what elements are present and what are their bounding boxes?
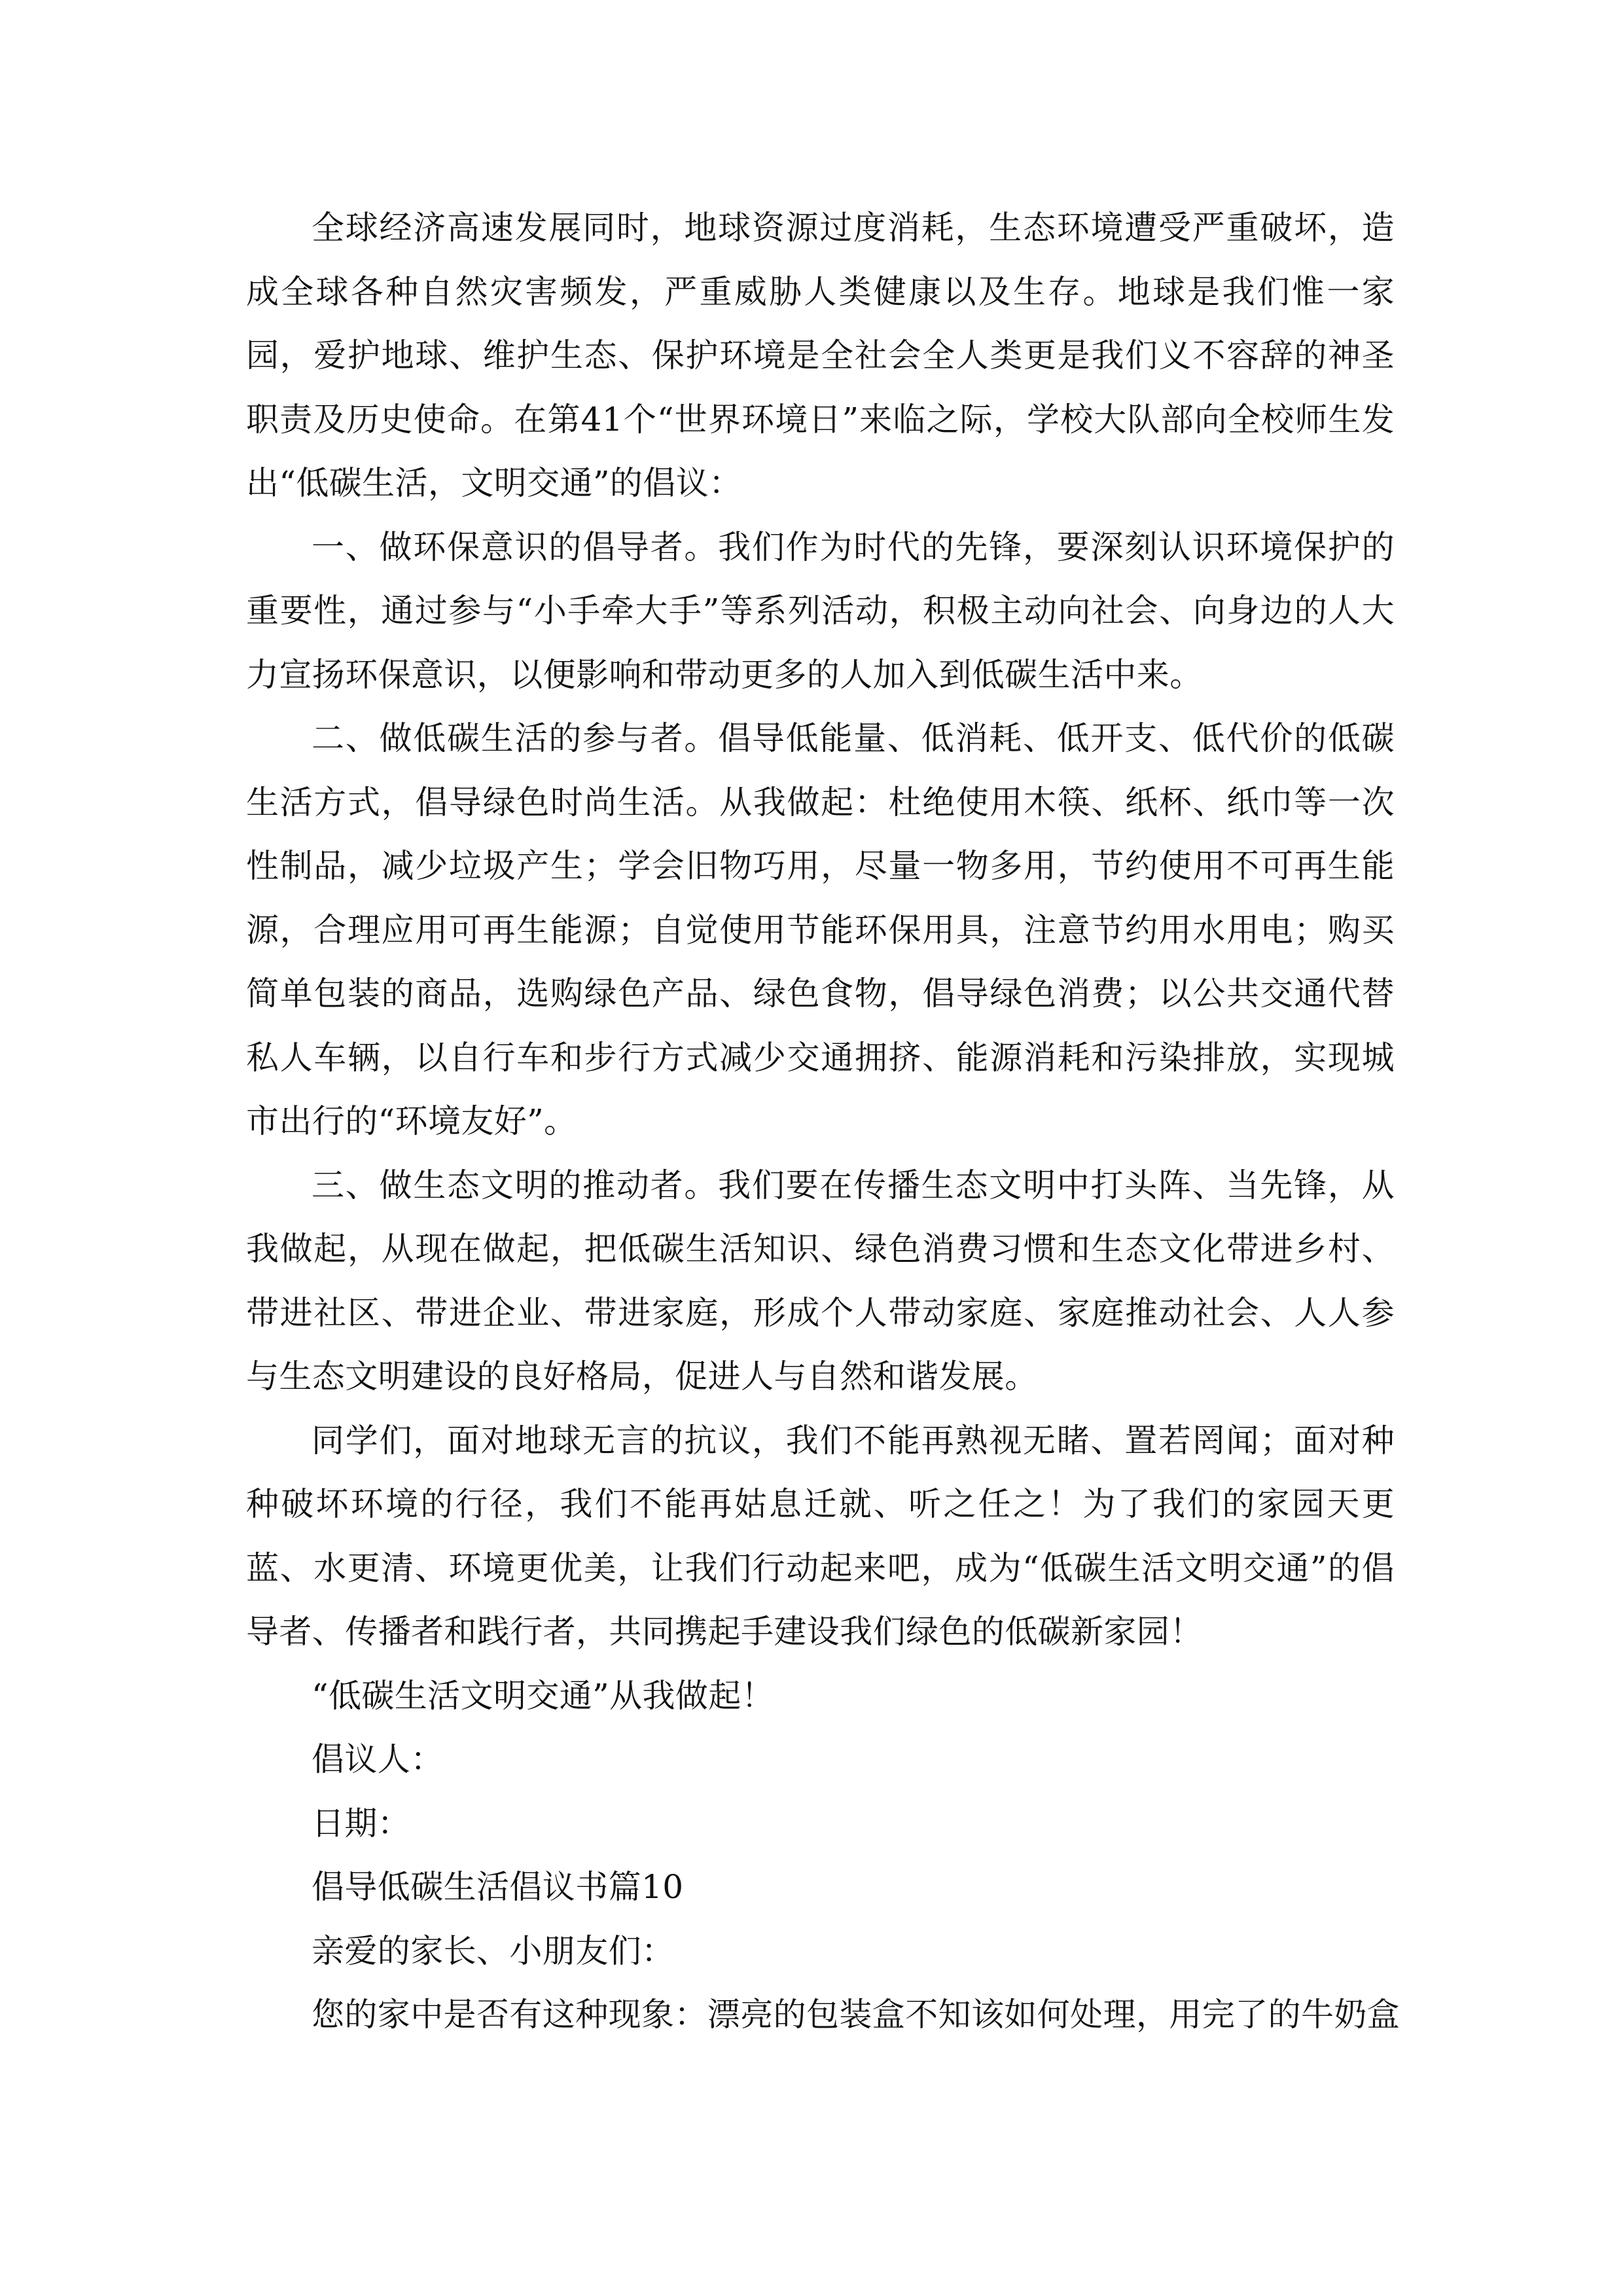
last-line: 您的家中是否有这种现象：漂亮的包装盒不知该如何处理，用完了的牛奶盒 (312, 1996, 1400, 2034)
point-two-paragraph: 二、做低碳生活的参与者。倡导低能量、低消耗、低开支、低代价的低碳生活方式，倡导绿色时尚生活。从我做起：杜绝使用木筷、纸杯、纸巾等一次性制品，减少垃圾产生；学会旧物巧用，尽量一物多用，节约使用不可再生能源，合理应用可再生能源；自觉使用节能环保用具，注意节约用水用电；购买简单包装的商品，选购绿色产品、绿色食物，倡导绿色消费；以公共交通代替私人车辆，以自行车和步行方式减少交通拥挤、能源消耗和污染排放，实现城市出行的“环境友好”。 (246, 719, 1395, 1140)
point-three-paragraph: 三、做生态文明的推动者。我们要在传播生态文明中打头阵、当先锋，从我做起，从现在做起，把低碳生活知识、绿色消费习惯和生态文化带进乡村、带进社区、带进企业、带进家庭，形成个人带动家庭、家庭推动社会、人人参与生态文明建设的良好格局，促进人与自然和谐发展。 (246, 1166, 1395, 1395)
point-one-paragraph: 一、做环保意识的倡导者。我们作为时代的先锋，要深刻认识环境保护的重要性，通过参与“小手牵大手”等系列活动，积极主动向社会、向身边的人大力宣扬环保意识，以便影响和带动更多的人加入到低碳生活中来。 (246, 528, 1395, 694)
document-body (246, 196, 1400, 2047)
date-label: 日期： (312, 1804, 411, 1842)
next-section-title: 倡导低碳生活倡议书篇10 (312, 1868, 684, 1906)
intro-paragraph: 全球经济高速发展同时，地球资源过度消耗，生态环境遭受严重破坏，造成全球各种自然灾害频发，严重威胁人类健康以及生存。地球是我们惟一家园，爱护地球、维护生态、保护环境是全社会全人类更是我们义不容辞的神圣职责及历史使命。在第41个“世界环境日”来临之际，学校大队部向全校师生发出“低碳生活，文明交通”的倡议： (246, 209, 1395, 502)
initiator-label: 倡议人： (312, 1740, 444, 1778)
slogan-line: “低碳生活文明交通”从我做起！ (312, 1676, 775, 1715)
greeting-line: 亲爱的家长、小朋友们： (312, 1931, 675, 1970)
appeal-paragraph: 同学们，面对地球无言的抗议，我们不能再熟视无睹、置若罔闻；面对种种破坏环境的行径，我们不能再姑息迁就、听之任之！为了我们的家园天更蓝、水更清、环境更优美，让我们行动起来吧，成为“低碳生活文明交通”的倡导者、传播者和践行者，共同携起手建设我们绿色的低碳新家园！ (246, 1421, 1395, 1651)
